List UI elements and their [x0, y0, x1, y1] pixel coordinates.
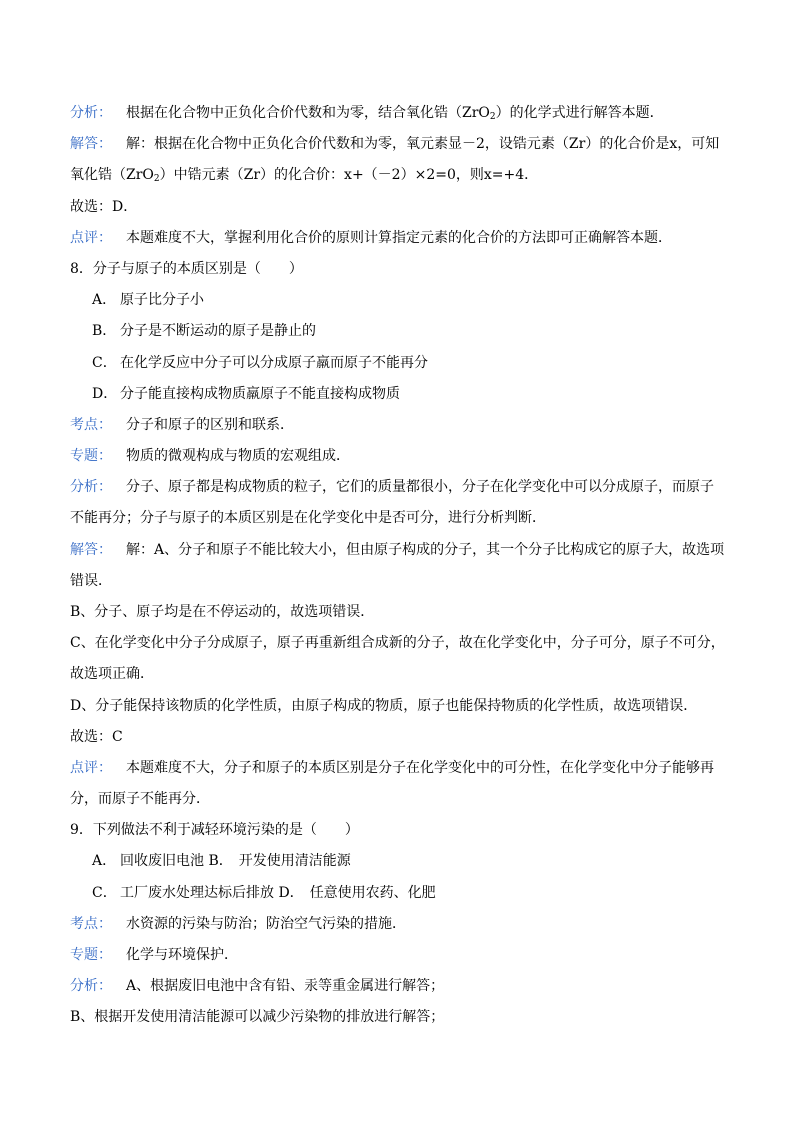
q7-analysis: 分析： 根据在化合物中正负化合价代数和为零，结合氧化锆（ZrO$_2$）的化学式进行解答本题． [70, 105, 664, 122]
q8-c-line2: 故选项正确． [70, 666, 154, 682]
q8-answer-line2: 错误． [70, 573, 112, 589]
q8-c-line1: C、在化学变化中分子分成原子，原子再重新组合成新的分子，故在化学变化中，分子可分，原子不可分， [70, 635, 725, 651]
q7-choice: 故选：D． [70, 199, 138, 215]
q9-options-row1: A． 回收废旧电池 B． 开发使用清洁能源 [92, 853, 351, 869]
q8-option-a: A． 原子比分子小 [92, 292, 204, 308]
q9-analysis-line1: 分析： A、根据废旧电池中含有铅、汞等重金属进行解答； [70, 978, 445, 994]
label-analysis: 分析： [70, 978, 112, 994]
q8-option-d: D． 分子能直接构成物质羸原子不能直接构成物质 [92, 386, 400, 402]
label-analysis: 分析： [70, 105, 112, 121]
label-comment: 点评： [70, 760, 112, 776]
q8-analysis-line1: 分析： 分子、原子都是构成物质的粒子，它们的质量都很小，分子在化学变化中可以分成原子，而原子 [70, 479, 714, 495]
label-answer: 解答： [70, 542, 112, 558]
q8-answer-line1: 解答： 解：A、分子和原子不能比较大小，但由原子构成的分子，其一个分子比构成它的原子大，故选项 [70, 542, 725, 558]
q8-option-c: C． 在化学反应中分子可以分成原子羸而原子不能再分 [92, 355, 428, 371]
q9-options-row2: C． 工厂废水处理达标后排放 D． 任意使用农药、化肥 [92, 885, 436, 901]
q8-stem: 8．分子与原子的本质区别是（ ） [70, 261, 303, 277]
q8-comment-line1: 点评： 本题难度不大，分子和原子的本质区别是分子在化学变化中的可分性，在化学变化中分子能够再 [70, 760, 714, 776]
label-comment: 点评： [70, 230, 112, 246]
q9-point: 考点： 水资源的污染与防治；防治空气污染的措施． [70, 916, 406, 932]
label-point: 考点： [70, 916, 112, 932]
q8-topic: 专题： 物质的微观构成与物质的宏观组成． [70, 448, 350, 464]
q9-topic: 专题： 化学与环境保护． [70, 947, 238, 963]
label-topic: 专题： [70, 947, 112, 963]
q9-analysis-line2: B、根据开发使用清洁能源可以减少污染物的排放进行解答； [70, 1009, 445, 1025]
q9-stem: 9．下列做法不利于减轻环境污染的是（ ） [70, 822, 359, 838]
label-point: 考点： [70, 417, 112, 433]
q8-option-b: B． 分子是不断运动的原子是静止的 [92, 323, 316, 339]
label-analysis: 分析： [70, 479, 112, 495]
q7-answer-line2: 氧化锆（ZrO$_2$）中锆元素（Zr）的化合价：x+（－2）×2=0，则x=+4． [70, 167, 539, 184]
q8-d-line: D、分子能保持该物质的化学性质，由原子构成的物质，原子也能保持物质的化学性质，故选项错误． [70, 698, 698, 714]
q8-comment-line2: 分，而原子不能再分． [70, 791, 210, 807]
q8-analysis-line2: 不能再分；分子与原子的本质区别是在化学变化中是否可分，进行分析判断． [70, 510, 546, 526]
q7-answer-line1: 解答： 解：根据在化合物中正负化合价代数和为零，氧元素显－2，设锆元素（Zr）的化合价是x，可知 [70, 136, 720, 152]
label-topic: 专题： [70, 448, 112, 464]
q7-comment: 点评： 本题难度不大，掌握利用化合价的原则计算指定元素的化合价的方法即可正确解答本题． [70, 230, 672, 246]
label-answer: 解答： [70, 136, 112, 152]
q8-point: 考点： 分子和原子的区别和联系． [70, 417, 294, 433]
q8-b-line: B、分子、原子均是在不停运动的，故选项错误． [70, 604, 375, 620]
q8-choice: 故选：C [70, 729, 123, 745]
